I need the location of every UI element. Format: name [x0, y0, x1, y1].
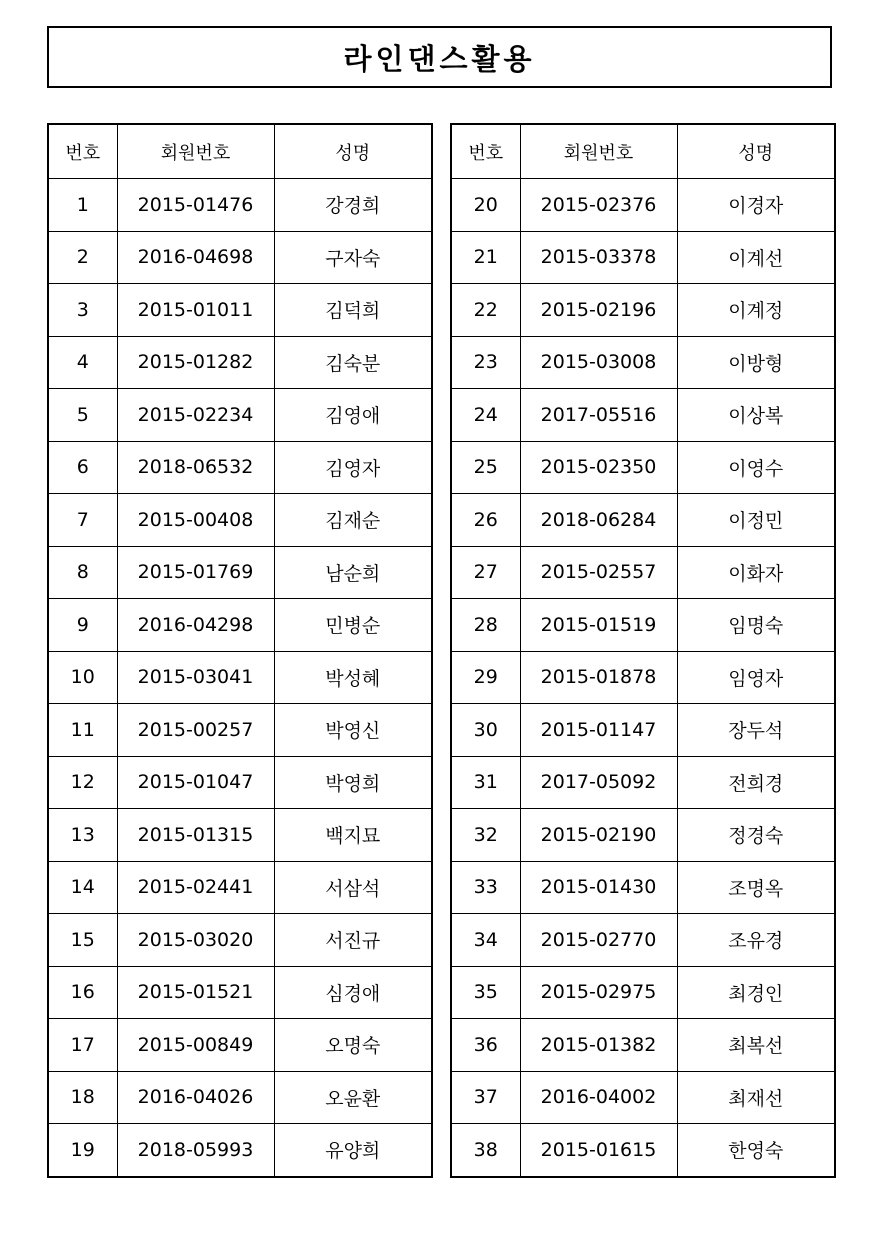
cell-name: 조명옥 [677, 861, 835, 914]
cell-no: 13 [48, 809, 117, 862]
cell-member-id: 2015-01047 [117, 756, 274, 809]
cell-name: 김숙분 [274, 336, 432, 389]
cell-no: 14 [48, 861, 117, 914]
cell-no: 36 [451, 1019, 520, 1072]
cell-member-id: 2017-05516 [520, 389, 677, 442]
cell-no: 20 [451, 179, 520, 232]
cell-name: 구자숙 [274, 231, 432, 284]
table-row [48, 179, 432, 232]
cell-name: 정경숙 [677, 809, 835, 862]
table-row [451, 389, 835, 442]
header-member-id: 회원번호 [520, 124, 677, 179]
table-row [48, 1071, 432, 1124]
cell-name: 박성혜 [274, 651, 432, 704]
cell-no: 27 [451, 546, 520, 599]
cell-name: 강경희 [274, 179, 432, 232]
cell-name: 박영희 [274, 756, 432, 809]
cell-member-id: 2018-06284 [520, 494, 677, 547]
cell-no: 8 [48, 546, 117, 599]
header-member-id: 회원번호 [117, 124, 274, 179]
cell-name: 유양희 [274, 1124, 432, 1177]
cell-no: 10 [48, 651, 117, 704]
cell-no: 19 [48, 1124, 117, 1177]
table-row [451, 756, 835, 809]
cell-member-id: 2015-02376 [520, 179, 677, 232]
header-no: 번호 [48, 124, 117, 179]
title-box [47, 26, 832, 88]
cell-member-id: 2015-01011 [117, 284, 274, 337]
table-row [451, 546, 835, 599]
cell-member-id: 2015-03041 [117, 651, 274, 704]
cell-name: 임영자 [677, 651, 835, 704]
cell-name: 이계선 [677, 231, 835, 284]
table-row [48, 494, 432, 547]
cell-name: 한영숙 [677, 1124, 835, 1177]
cell-no: 35 [451, 966, 520, 1019]
cell-no: 9 [48, 599, 117, 652]
cell-member-id: 2015-01315 [117, 809, 274, 862]
cell-name: 이상복 [677, 389, 835, 442]
table-row [48, 441, 432, 494]
cell-no: 31 [451, 756, 520, 809]
table-row [451, 704, 835, 757]
cell-name: 백지묘 [274, 809, 432, 862]
table-row [451, 1071, 835, 1124]
cell-no: 15 [48, 914, 117, 967]
cell-name: 이영수 [677, 441, 835, 494]
cell-name: 이정민 [677, 494, 835, 547]
header-row [451, 124, 835, 179]
cell-name: 임명숙 [677, 599, 835, 652]
cell-member-id: 2015-03020 [117, 914, 274, 967]
cell-member-id: 2016-04002 [520, 1071, 677, 1124]
cell-member-id: 2015-02770 [520, 914, 677, 967]
table-row [48, 914, 432, 967]
cell-member-id: 2015-01476 [117, 179, 274, 232]
table-row [48, 546, 432, 599]
table-row [451, 809, 835, 862]
cell-name: 서진규 [274, 914, 432, 967]
cell-name: 남순희 [274, 546, 432, 599]
cell-no: 7 [48, 494, 117, 547]
cell-member-id: 2015-00849 [117, 1019, 274, 1072]
table-row [48, 651, 432, 704]
cell-no: 32 [451, 809, 520, 862]
table-row [48, 336, 432, 389]
table-row [451, 441, 835, 494]
cell-name: 오명숙 [274, 1019, 432, 1072]
cell-no: 5 [48, 389, 117, 442]
cell-name: 민병순 [274, 599, 432, 652]
table-row [48, 284, 432, 337]
table-row [451, 1124, 835, 1177]
cell-name: 조유경 [677, 914, 835, 967]
table-row [451, 914, 835, 967]
table-row [451, 966, 835, 1019]
cell-no: 2 [48, 231, 117, 284]
cell-member-id: 2015-01519 [520, 599, 677, 652]
cell-member-id: 2015-01282 [117, 336, 274, 389]
cell-name: 이계정 [677, 284, 835, 337]
cell-member-id: 2015-00257 [117, 704, 274, 757]
table-row [48, 389, 432, 442]
table-row [451, 336, 835, 389]
cell-no: 17 [48, 1019, 117, 1072]
table-row [48, 1019, 432, 1072]
cell-member-id: 2015-02441 [117, 861, 274, 914]
table-row [48, 1124, 432, 1177]
cell-member-id: 2018-05993 [117, 1124, 274, 1177]
cell-no: 21 [451, 231, 520, 284]
table-row [451, 651, 835, 704]
cell-member-id: 2016-04698 [117, 231, 274, 284]
cell-no: 25 [451, 441, 520, 494]
cell-name: 이화자 [677, 546, 835, 599]
cell-no: 4 [48, 336, 117, 389]
table-row [48, 599, 432, 652]
cell-member-id: 2015-01382 [520, 1019, 677, 1072]
page-title: 라인댄스활용 [343, 41, 536, 76]
cell-member-id: 2015-01430 [520, 861, 677, 914]
cell-name: 김재순 [274, 494, 432, 547]
table-row [451, 494, 835, 547]
cell-no: 33 [451, 861, 520, 914]
table-row [48, 861, 432, 914]
table-row [48, 231, 432, 284]
cell-no: 38 [451, 1124, 520, 1177]
cell-no: 12 [48, 756, 117, 809]
cell-member-id: 2015-01615 [520, 1124, 677, 1177]
cell-name: 전희경 [677, 756, 835, 809]
cell-name: 오윤환 [274, 1071, 432, 1124]
cell-member-id: 2015-01521 [117, 966, 274, 1019]
table-row [451, 231, 835, 284]
cell-no: 37 [451, 1071, 520, 1124]
table-row [451, 861, 835, 914]
cell-name: 최복선 [677, 1019, 835, 1072]
cell-no: 1 [48, 179, 117, 232]
cell-member-id: 2015-02350 [520, 441, 677, 494]
cell-member-id: 2016-04026 [117, 1071, 274, 1124]
cell-member-id: 2015-02234 [117, 389, 274, 442]
cell-no: 16 [48, 966, 117, 1019]
cell-no: 18 [48, 1071, 117, 1124]
cell-name: 최경인 [677, 966, 835, 1019]
table-row [451, 599, 835, 652]
header-name: 성명 [677, 124, 835, 179]
cell-member-id: 2015-01769 [117, 546, 274, 599]
cell-no: 24 [451, 389, 520, 442]
cell-member-id: 2016-04298 [117, 599, 274, 652]
member-table-left [47, 123, 433, 1178]
cell-member-id: 2015-03378 [520, 231, 677, 284]
cell-member-id: 2015-02557 [520, 546, 677, 599]
cell-no: 34 [451, 914, 520, 967]
cell-member-id: 2015-01147 [520, 704, 677, 757]
cell-member-id: 2015-03008 [520, 336, 677, 389]
cell-member-id: 2017-05092 [520, 756, 677, 809]
cell-member-id: 2015-00408 [117, 494, 274, 547]
table-row [451, 1019, 835, 1072]
header-name: 성명 [274, 124, 432, 179]
cell-member-id: 2018-06532 [117, 441, 274, 494]
cell-name: 김영애 [274, 389, 432, 442]
cell-no: 22 [451, 284, 520, 337]
cell-no: 6 [48, 441, 117, 494]
cell-name: 김영자 [274, 441, 432, 494]
cell-no: 11 [48, 704, 117, 757]
table-row [48, 809, 432, 862]
cell-no: 3 [48, 284, 117, 337]
cell-name: 최재선 [677, 1071, 835, 1124]
member-table-right [450, 123, 836, 1178]
cell-name: 이방형 [677, 336, 835, 389]
cell-member-id: 2015-02975 [520, 966, 677, 1019]
cell-name: 심경애 [274, 966, 432, 1019]
cell-name: 박영신 [274, 704, 432, 757]
cell-member-id: 2015-01878 [520, 651, 677, 704]
header-no: 번호 [451, 124, 520, 179]
cell-name: 김덕희 [274, 284, 432, 337]
cell-no: 23 [451, 336, 520, 389]
table-row [48, 756, 432, 809]
cell-name: 서삼석 [274, 861, 432, 914]
cell-no: 26 [451, 494, 520, 547]
cell-member-id: 2015-02190 [520, 809, 677, 862]
cell-member-id: 2015-02196 [520, 284, 677, 337]
cell-no: 29 [451, 651, 520, 704]
table-row [451, 284, 835, 337]
header-row [48, 124, 432, 179]
table-row [48, 966, 432, 1019]
table-row [451, 179, 835, 232]
cell-name: 장두석 [677, 704, 835, 757]
cell-name: 이경자 [677, 179, 835, 232]
table-row [48, 704, 432, 757]
cell-no: 30 [451, 704, 520, 757]
cell-no: 28 [451, 599, 520, 652]
